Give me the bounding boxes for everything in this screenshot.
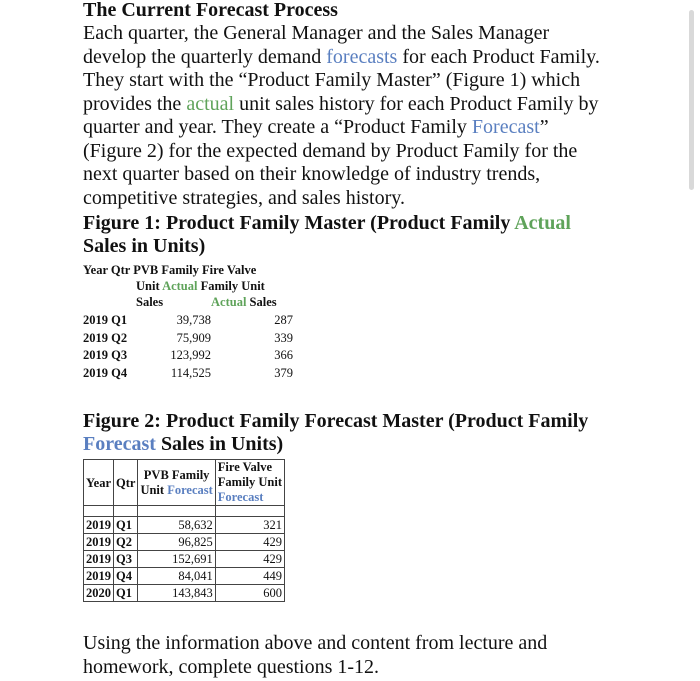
figure2-title-line1: Figure 2: Product Family Forecast Master (Product Family [83, 410, 589, 432]
table-row [83, 313, 293, 331]
table-cell: 339 [274, 330, 293, 345]
table-cell: 2019 [84, 517, 114, 534]
intro-line: competitive strategies, and sales history. [83, 186, 405, 209]
figure1-title-highlight: Actual [514, 212, 571, 234]
table-cell: Q1 [114, 585, 138, 602]
intro-line: develop the quarterly demand forecasts for each Product Family. [83, 45, 600, 68]
col-qtr-header: Qtr [114, 460, 138, 506]
intro-line: provides the actual unit sales history for each Product Family by [83, 92, 599, 115]
col-year-header: Year [84, 460, 114, 506]
intro-line: next quarter based on their knowledge of industry trends, [83, 163, 541, 185]
figure2 [83, 410, 589, 600]
table-cell: 2019 Q1 [83, 313, 128, 327]
table-cell: 2019 [84, 534, 114, 551]
table-row [83, 348, 293, 366]
table-cell: 2019 Q3 [83, 348, 128, 362]
figure2-body [84, 517, 285, 602]
table-cell: 287 [274, 313, 293, 327]
figure1-title-suffix: Sales in Units) [83, 235, 206, 257]
table-cell: 2019 [84, 568, 114, 585]
table-cell: 123,992 [170, 348, 211, 362]
table-cell: 114,525 [170, 365, 211, 380]
figure1-rows [83, 313, 293, 383]
figure2-title-highlight: Forecast [83, 433, 156, 455]
col-pvb-header: PVB Family Unit Forecast [138, 460, 215, 506]
table-cell: 2020 [84, 585, 114, 602]
figure2-header-row [84, 460, 285, 506]
figure1-header-actual-sales: Actual Sales [211, 295, 277, 309]
closing-line-2: homework, complete questions 1-12. [83, 656, 380, 678]
table-row [83, 366, 293, 384]
table-cell: Q3 [114, 551, 138, 568]
table-row [83, 331, 293, 349]
table-cell: 96,825 [138, 534, 215, 551]
intro-line: (Figure 2) for the expected demand by Product Family for the [83, 139, 578, 162]
table-cell: Q1 [114, 517, 138, 534]
table-row [84, 517, 285, 534]
table-cell: 75,909 [176, 330, 211, 345]
table-cell: 429 [215, 534, 284, 551]
intro-paragraph [83, 22, 643, 210]
table-cell: 379 [274, 365, 293, 380]
table-row [84, 568, 285, 585]
table-cell: 429 [215, 551, 284, 568]
table-cell: 2019 Q2 [83, 330, 128, 345]
figure2-title-suffix: Sales in Units) [155, 433, 284, 455]
figure1-header-row2: Unit Actual Family Unit [136, 279, 265, 293]
table-row [84, 534, 285, 551]
table-cell: 600 [215, 585, 284, 602]
intro-line: quarter and year. They create a “Product Family Forecast” [83, 116, 549, 138]
table-row [84, 585, 285, 602]
table-cell: 2019 [84, 551, 114, 568]
figure1-title [83, 212, 643, 258]
table-cell: 2019 Q4 [83, 365, 128, 380]
table-cell: 143,843 [138, 585, 215, 602]
figure2-title [83, 410, 588, 456]
table-cell: Q4 [114, 568, 138, 585]
table-cell: 366 [274, 348, 293, 362]
scrollbar[interactable] [689, 10, 694, 190]
document-page [83, 0, 643, 678]
section-title: The Current Forecast Process [83, 0, 338, 21]
intro-line: They start with the “Product Family Master” (Figure 1) which [83, 69, 581, 91]
col-fire-header: Fire Valve Family Unit Forecast [215, 460, 284, 506]
table-cell: 39,738 [176, 313, 211, 327]
closing-paragraph [83, 631, 547, 679]
table-cell: 449 [215, 568, 284, 585]
figure1-header-row1: Year Qtr PVB Family Fire Valve [83, 263, 257, 277]
table-row [84, 551, 285, 568]
figure1-title-prefix: Figure 1: Product Family Master (Product Family [83, 212, 515, 234]
table-cell: 84,041 [138, 568, 215, 585]
table-cell: Q2 [114, 534, 138, 551]
figure2-table [83, 459, 285, 602]
table-cell: 152,691 [138, 551, 215, 568]
table-cell: 321 [215, 517, 284, 534]
table-cell: 58,632 [138, 517, 215, 534]
figure1-header-sales: Sales [136, 295, 164, 309]
closing-line-1: Using the information above and content from lecture and [83, 632, 548, 654]
intro-line: Each quarter, the General Manager and the Sales Manager [83, 22, 550, 44]
